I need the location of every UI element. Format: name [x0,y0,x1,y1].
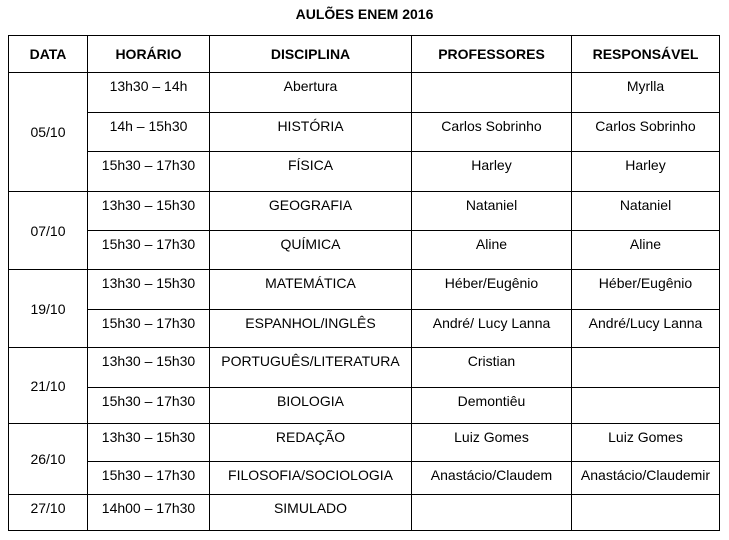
page-title: AULÕES ENEM 2016 [295,6,434,22]
professores-cell: Anastácio/Claudem [412,462,572,495]
horario-cell: 15h30 – 17h30 [88,388,210,424]
responsavel-cell: Harley [572,152,720,192]
schedule-table [8,35,720,531]
table-row [9,495,720,531]
disciplina-cell: FILOSOFIA/SOCIOLOGIA [210,462,412,495]
disciplina-cell: QUÍMICA [210,231,412,270]
disciplina-cell: GEOGRAFIA [210,192,412,231]
date-cell: 05/10 [9,73,88,192]
professores-cell: André/ Lucy Lanna [412,310,572,348]
table-row [9,113,720,152]
responsavel-cell: Myrlla [572,73,720,113]
professores-cell [412,73,572,113]
table-row [9,231,720,270]
table-row [9,310,720,348]
horario-cell: 13h30 – 15h30 [88,424,210,462]
horario-cell: 13h30 – 15h30 [88,348,210,388]
responsavel-cell: Aline [572,231,720,270]
professores-cell: Demontiêu [412,388,572,424]
responsavel-cell: Carlos Sobrinho [572,113,720,152]
header-disciplina: DISCIPLINA [210,36,412,73]
responsavel-cell: Nataniel [572,192,720,231]
responsavel-cell: Luiz Gomes [572,424,720,462]
professores-cell: Héber/Eugênio [412,270,572,310]
date-cell: 26/10 [9,424,88,495]
responsavel-cell [572,495,720,531]
header-professores: PROFESSORES [412,36,572,73]
header-data: DATA [9,36,88,73]
disciplina-cell: SIMULADO [210,495,412,531]
header-row [9,36,720,73]
horario-cell: 13h30 – 15h30 [88,270,210,310]
horario-cell: 14h – 15h30 [88,113,210,152]
horario-cell: 15h30 – 17h30 [88,310,210,348]
date-cell: 07/10 [9,192,88,270]
responsavel-cell [572,388,720,424]
professores-cell: Cristian [412,348,572,388]
table-row [9,270,720,310]
date-cell: 21/10 [9,348,88,424]
responsavel-cell: Anastácio/Claudemir [572,462,720,495]
responsavel-cell [572,348,720,388]
table-row [9,152,720,192]
table-row [9,462,720,495]
date-cell: 19/10 [9,270,88,348]
header-responsavel: RESPONSÁVEL [572,36,720,73]
responsavel-cell: André/Lucy Lanna [572,310,720,348]
table-row [9,424,720,462]
professores-cell: Nataniel [412,192,572,231]
disciplina-cell: PORTUGUÊS/LITERATURA [210,348,412,388]
disciplina-cell: Abertura [210,73,412,113]
table-row [9,348,720,388]
disciplina-cell: BIOLOGIA [210,388,412,424]
professores-cell: Carlos Sobrinho [412,113,572,152]
professores-cell: Harley [412,152,572,192]
disciplina-cell: ESPANHOL/INGLÊS [210,310,412,348]
date-cell: 27/10 [9,495,88,531]
professores-cell: Aline [412,231,572,270]
professores-cell [412,495,572,531]
disciplina-cell: MATEMÁTICA [210,270,412,310]
horario-cell: 15h30 – 17h30 [88,462,210,495]
header-horario: HORÁRIO [88,36,210,73]
horario-cell: 13h30 – 15h30 [88,192,210,231]
disciplina-cell: FÍSICA [210,152,412,192]
table-row [9,388,720,424]
disciplina-cell: REDAÇÃO [210,424,412,462]
table-row [9,73,720,113]
horario-cell: 15h30 – 17h30 [88,231,210,270]
professores-cell: Luiz Gomes [412,424,572,462]
table-row [9,192,720,231]
responsavel-cell: Héber/Eugênio [572,270,720,310]
horario-cell: 15h30 – 17h30 [88,152,210,192]
horario-cell: 14h00 – 17h30 [88,495,210,531]
disciplina-cell: HISTÓRIA [210,113,412,152]
horario-cell: 13h30 – 14h [88,73,210,113]
